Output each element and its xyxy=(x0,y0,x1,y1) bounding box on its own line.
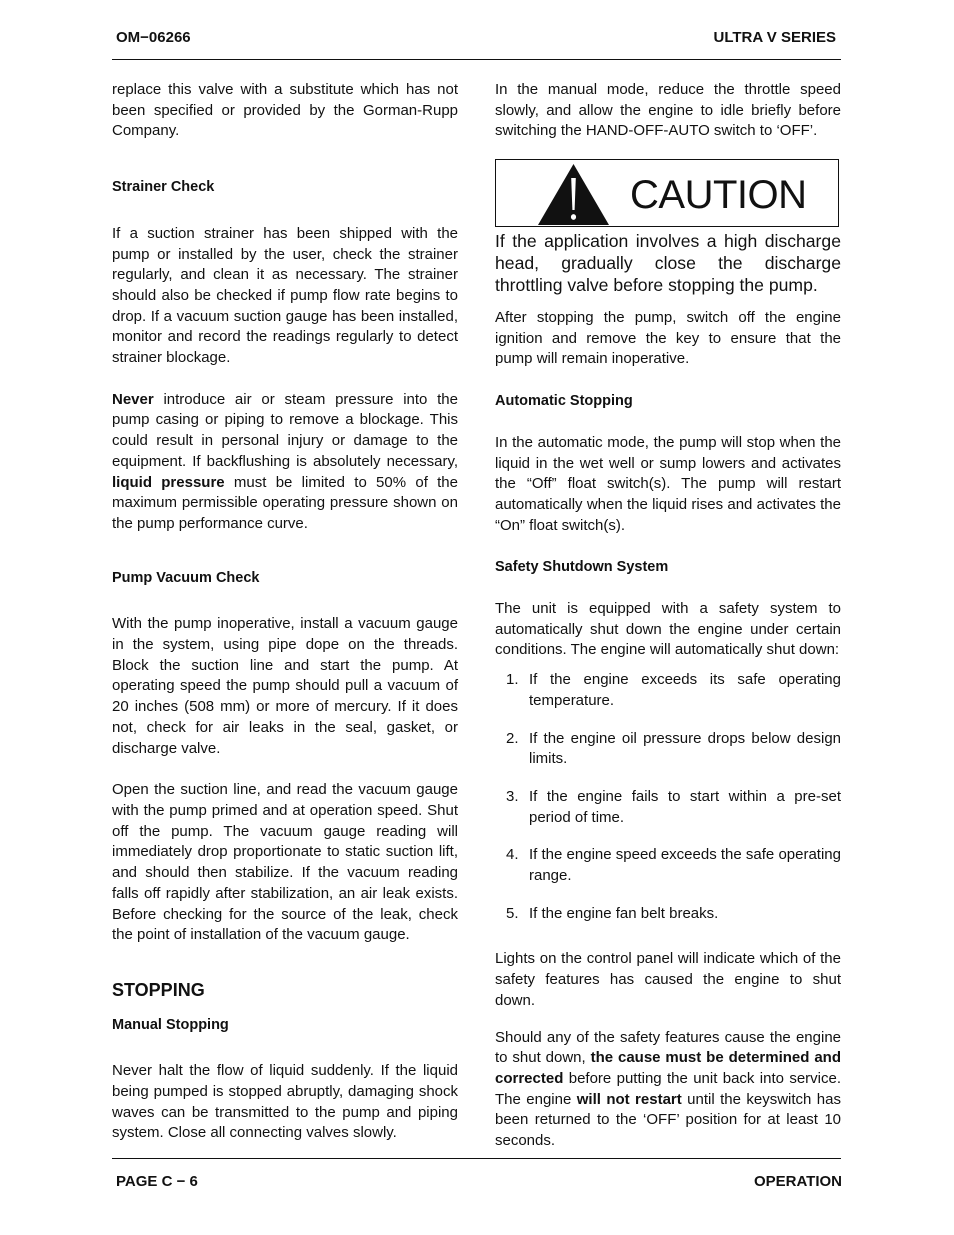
liquid-pressure-bold: liquid pressure xyxy=(112,473,225,491)
never-paragraph: Never introduce air or steam pressure into the pump casing or piping to remove a blockage. This could result in personal injury or damage to the equipment. If backflushing is absolutely necessary, liquid pressure must be limited to 50% of the maximum permissible operating pressure shown on the pump performance curve. xyxy=(112,390,458,532)
page-number: PAGE C − 6 xyxy=(116,1173,198,1190)
stopping-heading: STOPPING xyxy=(112,979,205,1000)
list-item: 2. If the engine oil pressure drops below design limits. xyxy=(506,729,841,768)
after-stopping-paragraph: After stopping the pump, switch off the engine ignition and remove the key to ensure that the pump will remain inoperative. xyxy=(495,309,841,368)
automatic-stopping-heading: Automatic Stopping xyxy=(495,393,633,410)
header-rule xyxy=(112,59,841,60)
list-item: 5. If the engine fan belt breaks. xyxy=(506,904,719,922)
strainer-paragraph: If a suction strainer has been shipped with the pump or installed by the user, check the strainer regularly, and clean it as necessary. The strainer should also be checked if pump flow rate begins to drop. If a vacuum suction gauge has been installed, monitor and record the readings regularly to detect strainer blockage. xyxy=(112,224,458,367)
safety-shutdown-heading: Safety Shutdown System xyxy=(495,559,669,576)
list-item: 1. If the engine exceeds its safe operating temperature. xyxy=(506,671,841,709)
manual-stopping-paragraph: Never halt the flow of liquid suddenly. If the liquid being pumped is stopped abruptly, damaging shock waves can be transmitted to the pump and piping system. Close all connecting valves slowly. xyxy=(112,1062,458,1142)
left-column xyxy=(112,80,458,1144)
right-column xyxy=(495,80,841,142)
caution-banner xyxy=(495,159,839,227)
caution-text: If the application involves a high discharge head, gradually close the discharge throttling valve before stopping the pump. xyxy=(495,231,841,295)
final-paragraph: Should any of the safety features cause the engine to shut down, the cause must be determined and corrected before putting the unit back into service. The engine will not restart until the keyswitch has been returned to the ‘OFF’ position for at least 10 seconds. xyxy=(495,1028,841,1150)
list-item: 3. If the engine fails to start within a pre-set period of time. xyxy=(506,787,841,826)
right-column-body xyxy=(495,230,841,1152)
lights-paragraph: Lights on the control panel will indicate which of the safety features has caused the engine to shut down. xyxy=(495,950,841,1009)
footer-rule xyxy=(112,1158,841,1159)
caution-label: CAUTION xyxy=(630,173,807,217)
vacuum-paragraph-2: Open the suction line, and read the vacuum gauge with the pump primed and at operation speed. Shut off the pump. The vacuum gauge reading will immediately drop proportionate to static suction lift, and should then stabilize. If the vacuum reading falls off rapidly after stabilization, an air leak exists. Before checking for the source of the leak, check the point of installation of the vacuum gauge. xyxy=(112,781,458,944)
manual-mode-paragraph: In the manual mode, reduce the throttle speed slowly, and allow the engine to idle briefly before switching the HAND-OFF-AUTO switch to ‘OFF’. xyxy=(495,81,841,140)
section-name: OPERATION xyxy=(753,1173,842,1190)
shutdown-conditions-list xyxy=(495,670,841,924)
series-title: ULTRA V SERIES xyxy=(713,29,836,46)
pump-vacuum-check-heading: Pump Vacuum Check xyxy=(112,569,260,586)
warning-triangle-icon xyxy=(536,162,611,226)
list-item: 4. If the engine speed exceeds the safe operating range. xyxy=(506,846,841,885)
never-bold: Never xyxy=(112,390,154,408)
safety-paragraph: The unit is equipped with a safety system to automatically shut down the engine under certain conditions. The engine will automatically shut down: xyxy=(495,600,841,659)
document-id: OM−06266 xyxy=(116,29,191,46)
intro-paragraph: replace this valve with a substitute which has not been specified or provided by the Gorman-Rupp Company. xyxy=(112,81,458,140)
strainer-check-heading: Strainer Check xyxy=(112,179,215,196)
automatic-stopping-paragraph: In the automatic mode, the pump will stop when the liquid in the wet well or sump lowers and activates the “Off” float switch(s). The pump will restart automatically when the liquid rises and activates the “On” float switch(s). xyxy=(495,433,841,534)
manual-stopping-heading: Manual Stopping xyxy=(112,1016,229,1033)
vacuum-paragraph-1: With the pump inoperative, install a vacuum gauge in the system, using pipe dope on the threads. Block the suction line and start the pump. At operating speed the pump should pull a vacuum of 20 inches (508 mm) or more of mercury. If it does not, check for air leaks in the seal, gasket, or discharge valve. xyxy=(112,615,458,757)
